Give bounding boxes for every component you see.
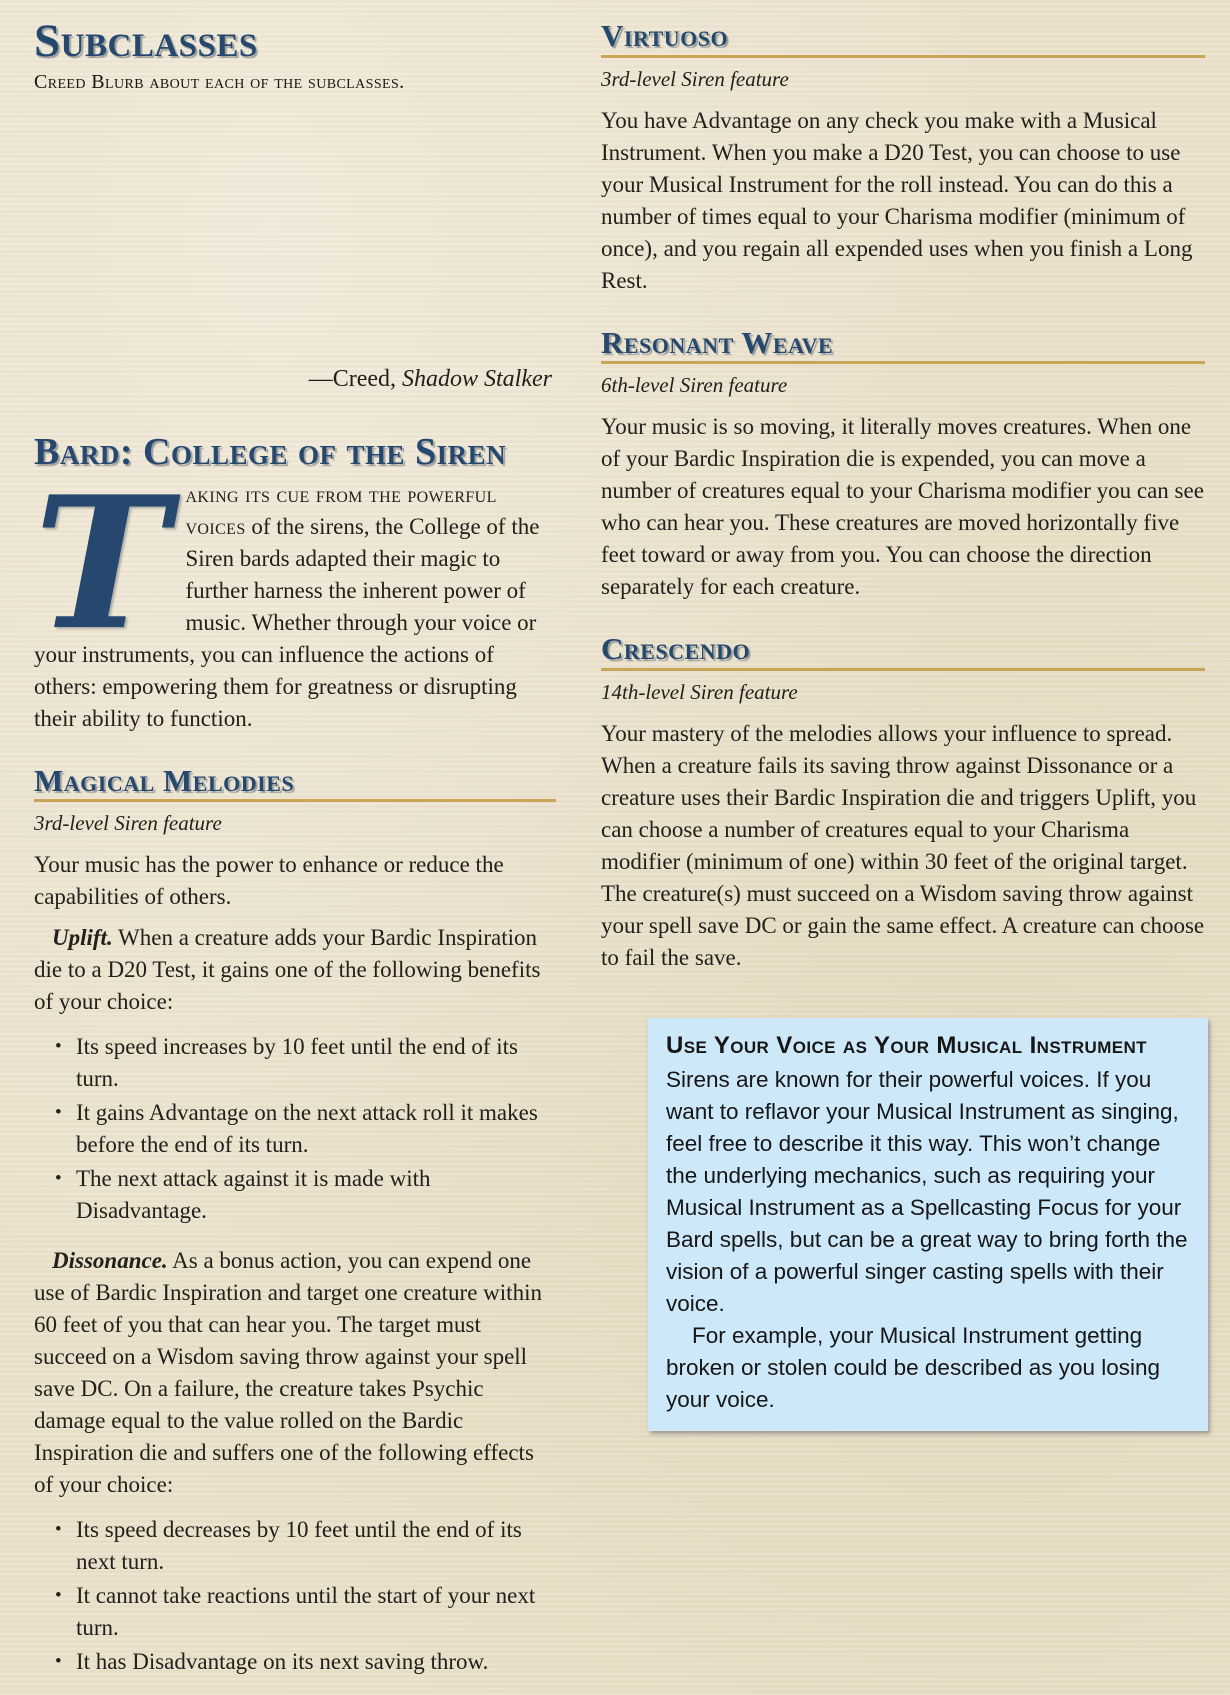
uplift-paragraph: [34, 922, 556, 1018]
feature-level-line: 14th-level Siren feature: [601, 679, 798, 704]
drop-cap: T: [34, 455, 170, 670]
dissonance-label: Dissonance.: [52, 1248, 168, 1274]
feature-level-line: 3rd-level Siren feature: [34, 811, 222, 836]
intro-lead-small-caps: aking its cue from the powerful voices: [185, 481, 497, 539]
quote-attribution: [34, 366, 556, 393]
section-heading-resonant-weave: Resonant Weave: [601, 327, 1205, 365]
section-heading-crescendo: Crescendo: [601, 633, 1205, 671]
sidebar-note-box: [648, 1018, 1208, 1431]
dissonance-text: As a bonus action, you can expend one use of Bardic Inspiration and target one creature within 60 feet of you that can hear you. The target must succeed on a Wisdom saving throw against your spell save DC. On a failure, the creature takes Psychic damage equal to the value rolled on the Bardic Inspiration die and suffers one of the following effects of your choice:: [34, 1248, 542, 1498]
list-item: • Its speed decreases by 10 feet until the end of its next turn.: [76, 1514, 556, 1578]
page-title: Subclasses: [34, 15, 258, 67]
note-box-paragraph: For example, your Musical Instrument getting broken or stolen could be described as you losing your voice.: [666, 1322, 1161, 1412]
dissonance-bullet-list: [34, 1514, 556, 1678]
dissonance-paragraph: [34, 1245, 556, 1501]
uplift-label: Uplift.: [52, 925, 113, 951]
list-item: • The next attack against it is made with Disadvantage.: [76, 1163, 556, 1227]
list-item: • It has Disadvantage on its next saving throw.: [76, 1646, 556, 1678]
section-heading-magical-melodies: Magical Melodies: [34, 765, 556, 803]
page-subtitle: Creed Blurb about each of the subclasses.: [34, 70, 405, 93]
intro-paragraph: [34, 455, 556, 735]
list-item: • It cannot take reactions until the start of your next turn.: [76, 1580, 556, 1644]
left-column: [34, 15, 556, 1695]
uplift-text: When a creature adds your Bardic Inspiration die to a D20 Test, it gains one of the following benefits of your choice:: [34, 925, 541, 1015]
list-item: • Its speed increases by 10 feet until the end of its turn.: [76, 1031, 556, 1095]
intro-text: of the sirens, the College of the Siren bards adapted their magic to further harness the inherent power of music. Whether through your voice or your instruments, you can influence the actions of others: empowering them for greatness or disrupting their ability to function.: [34, 513, 540, 731]
note-box-title: Use Your Voice as Your Musical Instrument: [666, 1031, 1147, 1059]
resonant-weave-paragraph: Your music is so moving, it literally moves creatures. When one of your Bardic Inspiration die is expended, you can move a number of creatures equal to your Charisma modifier you can see who can hear you. These creatures are moved horizontally five feet toward or away from you. You can choose the direction separately for each creature.: [601, 414, 1204, 600]
crescendo-paragraph: Your mastery of the melodies allows your influence to spread. When a creature fails its saving throw against Dissonance or a creature uses their Bardic Inspiration die and triggers Uplift, you can choose a number of creatures equal to your Charisma modifier (minimum of one) within 30 feet of the original target. The creature(s) must succeed on a Wisdom saving throw against your spell save DC or gain the same effect. A creature can choose to fail the save.: [601, 720, 1205, 970]
uplift-bullet-list: [34, 1031, 556, 1227]
virtuoso-paragraph: You have Advantage on any check you make with a Musical Instrument. When you make a D20 Test, you can choose to use your Musical Instrument for the roll instead. You can do this a number of times equal to your Charisma modifier (minimum of once), and you regain all expended uses when you finish a Long Rest.: [601, 107, 1193, 293]
class-heading: Bard: College of the Siren: [34, 430, 507, 473]
section-heading-virtuoso: Virtuoso: [601, 20, 1205, 58]
feature-level-line: 6th-level Siren feature: [601, 373, 788, 398]
attribution-author: —Creed,: [308, 365, 396, 392]
list-item: • It gains Advantage on the next attack roll it makes before the end of its turn.: [76, 1097, 556, 1161]
feature-level-line: 3rd-level Siren feature: [601, 66, 789, 91]
note-box-paragraph: Sirens are known for their powerful voices. If you want to reflavor your Musical Instrument as singing, feel free to describe it this way. This won’t change the underlying mechanics, such as requiring your Musical Instrument as a Spellcasting Focus for your Bard spells, but can be a great way to bring forth the vision of a powerful singer casting spells with their voice.: [666, 1066, 1188, 1316]
attribution-work: Shadow Stalker: [402, 365, 552, 392]
blank-space: [34, 94, 556, 366]
right-column: [601, 18, 1205, 1695]
paragraph: Your music has the power to enhance or reduce the capabilities of others.: [34, 852, 504, 910]
